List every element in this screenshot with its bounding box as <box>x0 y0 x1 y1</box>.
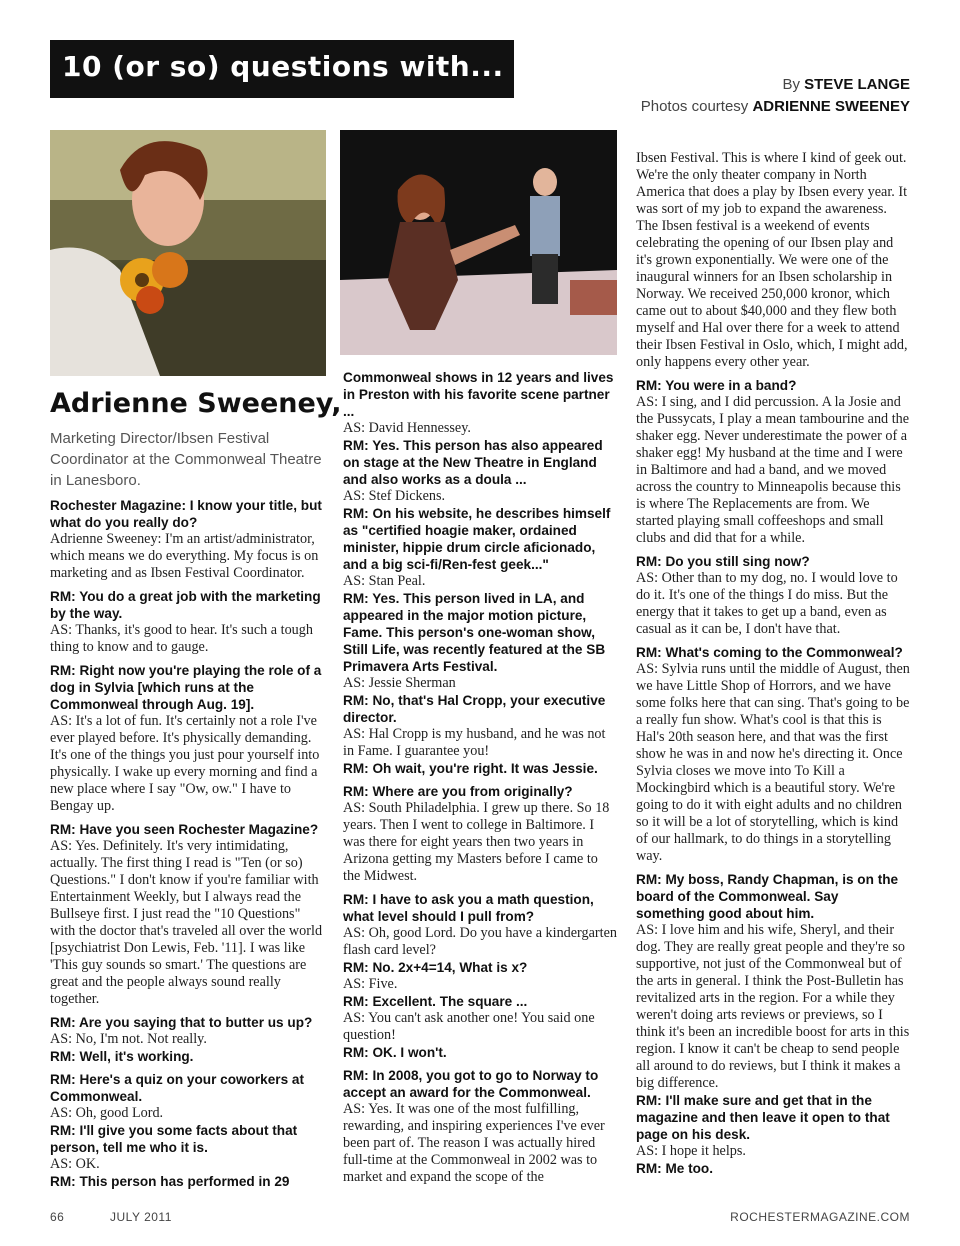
question: Rochester Magazine: I know your title, but what do you really do? <box>50 498 322 530</box>
portrait-illustration <box>50 130 326 376</box>
answer: AS: Stan Peal. <box>343 573 426 589</box>
answer: AS: Yes. It was one of the most fulfilling, rewarding, and inspiring experiences I've ever been part of. The reason I was actually hired full-time at the Commonweal in 2002 was to market and expand the scope of the <box>343 1101 605 1185</box>
stage-illustration <box>340 130 617 355</box>
qa-item <box>343 1044 618 1061</box>
website-link[interactable]: ROCHESTERMAGAZINE.COM <box>730 1210 910 1224</box>
question: RM: You do a great job with the marketing by the way. <box>50 589 321 621</box>
answer: AS: Stef Dickens. <box>343 488 446 504</box>
answer: AS: I hope it helps. <box>636 1143 746 1159</box>
qa-item <box>343 692 618 760</box>
qa-item <box>50 1071 326 1122</box>
question: RM: Here's a quiz on your coworkers at Commonweal. <box>50 1072 305 1104</box>
question: RM: OK. I won't. <box>343 1045 447 1060</box>
qa-item <box>50 662 326 815</box>
portrait-photo <box>50 130 326 376</box>
question: RM: I have to ask you a math question, what level should I pull from? <box>343 892 594 924</box>
banner-title: 10 (or so) questions with... <box>62 50 504 83</box>
answer: AS: Other than to my dog, no. I would love to do it. It's one of the things I do miss. But the energy that it takes to get up a band, even as casual as it can be, I don't have that. <box>636 570 898 637</box>
column-2 <box>343 369 618 1186</box>
qa-item <box>636 871 910 1092</box>
question: RM: Well, it's working. <box>50 1049 194 1064</box>
qa-item <box>50 1014 326 1048</box>
qa-item <box>343 369 618 437</box>
question: RM: In 2008, you got to go to Norway to accept an award for the Commonweal. <box>343 1068 599 1100</box>
qa-item <box>50 1173 326 1190</box>
question: RM: Are you saying that to butter us up? <box>50 1015 313 1030</box>
qa-item <box>343 760 618 777</box>
author-credit <box>641 74 910 96</box>
answer: Ibsen Festival. This is where I kind of geek out. We're the only theater company in North America that does a play by Ibsen every year. It was sort of my job to expand the awareness. The Ibsen festival is a weekend of events celebrating the opening of our Ibsen play and it's grown exponentially. We were one of the inaugural winners for an Ibsen scholarship in Norway. We received 250,000 kronor, which came out to about $40,000 and they flew both myself and Hal over there for a week to attend their Ibsen Festival in Oslo, which, I might add, only happens every other year. <box>636 150 908 370</box>
answer: AS: Yes. Definitely. It's very intimidating, actually. The first thing I read is "Ten (or so) Questions." I don't know if you're familiar with Entertainment Weekly, but I always read the Bullseye first. I just read the "10 Questions" with the doctor that's traveled all over the world [psychiatrist Don Lewis, Feb. '11]. I was like 'This guy sounds so smart.' The questions are great and the people always sound really together. <box>50 838 323 1007</box>
question: RM: Yes. This person lived in LA, and appeared in the major motion picture, Fame. This person's one-woman show, Still Life, was recently featured at the SB Primavera Arts Festival. <box>343 591 606 674</box>
stage-photo <box>340 130 617 355</box>
question: RM: What's coming to the Commonweal? <box>636 645 903 660</box>
question: RM: You were in a band? <box>636 378 797 393</box>
qa-item <box>636 553 910 638</box>
answer: AS: I love him and his wife, Sheryl, and their dog. They are really great people and they're so supportive, not just of the Commonweal but of the arts in general. I think the Post-Bulletin has revitalized arts in the region. For a while they weren't doing arts reviews or previews, so I think it's been an incredible boost for arts in this region. I know it can't be cheap to send people all around to do reviews, but I think it makes a big difference. <box>636 922 910 1091</box>
qa-item <box>343 783 618 885</box>
question: RM: Excellent. The square ... <box>343 994 528 1009</box>
answer: AS: OK. <box>50 1156 100 1172</box>
issue-date: JULY 2011 <box>110 1210 172 1224</box>
photo-credit <box>641 96 910 118</box>
qa-item <box>343 993 618 1044</box>
answer: AS: I sing, and I did percussion. A la Josie and the Pussycats, I play a mean tambourine and the shaker egg. Never underestimate the power of a shaker egg! My husband at the time and I were in Baltimore and had a band, and we moved across the country to Minneapolis because this is where The Replacements are from. We started playing small coffeeshops and small clubs and did that for a while. <box>636 394 910 546</box>
answer: AS: Oh, good Lord. <box>50 1105 164 1121</box>
subject-title: Marketing Director/Ibsen Festival Coordinator at the Commonweal Theatre in Lanesboro. <box>50 430 322 489</box>
answer: AS: You can't ask another one! You said one question! <box>343 1010 595 1043</box>
answer: AS: Hal Cropp is my husband, and he was not in Fame. I guarantee you! <box>343 726 606 759</box>
page-number: 66 <box>50 1210 65 1224</box>
answer: AS: David Hennessey. <box>343 420 471 436</box>
column-3 <box>636 150 910 1177</box>
question: RM: No. 2x+4=14, What is x? <box>343 960 528 975</box>
question: RM: No, that's Hal Cropp, your executive director. <box>343 693 606 725</box>
question: RM: Oh wait, you're right. It was Jessie. <box>343 761 598 776</box>
answer: AS: Jessie Sherman <box>343 675 456 691</box>
byline-prefix: By <box>782 76 800 93</box>
question: RM: Do you still sing now? <box>636 554 810 569</box>
question: RM: Have you seen Rochester Magazine? <box>50 822 319 837</box>
column-1 <box>50 497 326 1190</box>
answer: Adrienne Sweeney: I'm an artist/administrator, which means we do everything. My focus is on marketing and as Ibsen Festival Coordinator. <box>50 531 319 581</box>
answer: AS: Thanks, it's good to hear. It's such a tough thing to know and to gauge. <box>50 622 313 655</box>
photos-prefix: Photos courtesy <box>640 98 749 115</box>
qa-item <box>343 959 618 993</box>
question: Commonweal shows in 12 years and lives in Preston with his favorite scene partner ... <box>343 370 614 419</box>
qa-item <box>50 1048 326 1065</box>
qa-item <box>636 1160 910 1177</box>
question: RM: My boss, Randy Chapman, is on the board of the Commonweal. Say something good about him. <box>636 872 899 921</box>
question: RM: Where are you from originally? <box>343 784 573 799</box>
question: RM: I'll give you some facts about that person, tell me who it is. <box>50 1123 298 1155</box>
qa-item <box>636 1092 910 1160</box>
photographer-name: ADRIENNE SWEENEY <box>752 98 910 115</box>
question: RM: Me too. <box>636 1161 714 1176</box>
qa-item <box>636 644 910 865</box>
answer: AS: No, I'm not. Not really. <box>50 1031 207 1047</box>
question: RM: I'll make sure and get that in the magazine and then leave it open to that page on his desk. <box>636 1093 890 1142</box>
question: RM: This person has performed in 29 <box>50 1174 290 1189</box>
question: RM: Yes. This person has also appeared on stage at the New Theatre in England and also works as a doula ... <box>343 438 603 487</box>
qa-item <box>343 891 618 959</box>
subject-name: Adrienne Sweeney, <box>50 388 342 419</box>
answer: AS: South Philadelphia. I grew up there. So 18 years. Then I went to college in Baltimore. I was there for eight years then two years in Arizona getting my Masters before I came to the Midwest. <box>343 800 610 884</box>
qa-item <box>343 590 618 692</box>
qa-item <box>50 1122 326 1173</box>
answer: AS: Oh, good Lord. Do you have a kindergarten flash card level? <box>343 925 617 958</box>
qa-item <box>343 505 618 590</box>
byline <box>641 74 910 118</box>
qa-item <box>50 821 326 1008</box>
question: RM: Right now you're playing the role of a dog in Sylvia [which runs at the Commonweal through Aug. 19]. <box>50 663 322 712</box>
qa-item <box>636 377 910 547</box>
title-banner <box>50 40 514 98</box>
answer: AS: Sylvia runs until the middle of August, then we have Little Shop of Horrors, and we have some folks here that can sing. That's going to be a really fun show. What's cool is that this is Hal's 20th season here, and that was the first show he was in and now he's directing it. Once Sylvia closes we move into To Kill a Mockingbird which is a beautiful story. We're going to do it with eight adults and no children so it will be a lot of storytelling, which is kind of our hallmark, to do things in a storytelling way. <box>636 661 910 864</box>
qa-item <box>636 150 910 371</box>
qa-item <box>343 1067 618 1186</box>
author-name: STEVE LANGE <box>804 76 910 93</box>
answer: AS: Five. <box>343 976 398 992</box>
question: RM: On his website, he describes himself as "certified hoagie maker, ordained minister, hippie drum circle aficionado, and a big sci-fi/Ren-fest geek..." <box>343 506 611 572</box>
qa-item <box>343 437 618 505</box>
qa-item <box>50 497 326 582</box>
answer: AS: It's a lot of fun. It's certainly not a role I've ever played before. It's physically demanding. It's one of the things you just pour yourself into physically. I wake up every morning and find a new place where I say "Ow, ow." I have to Bengay up. <box>50 713 320 814</box>
qa-item <box>50 588 326 656</box>
